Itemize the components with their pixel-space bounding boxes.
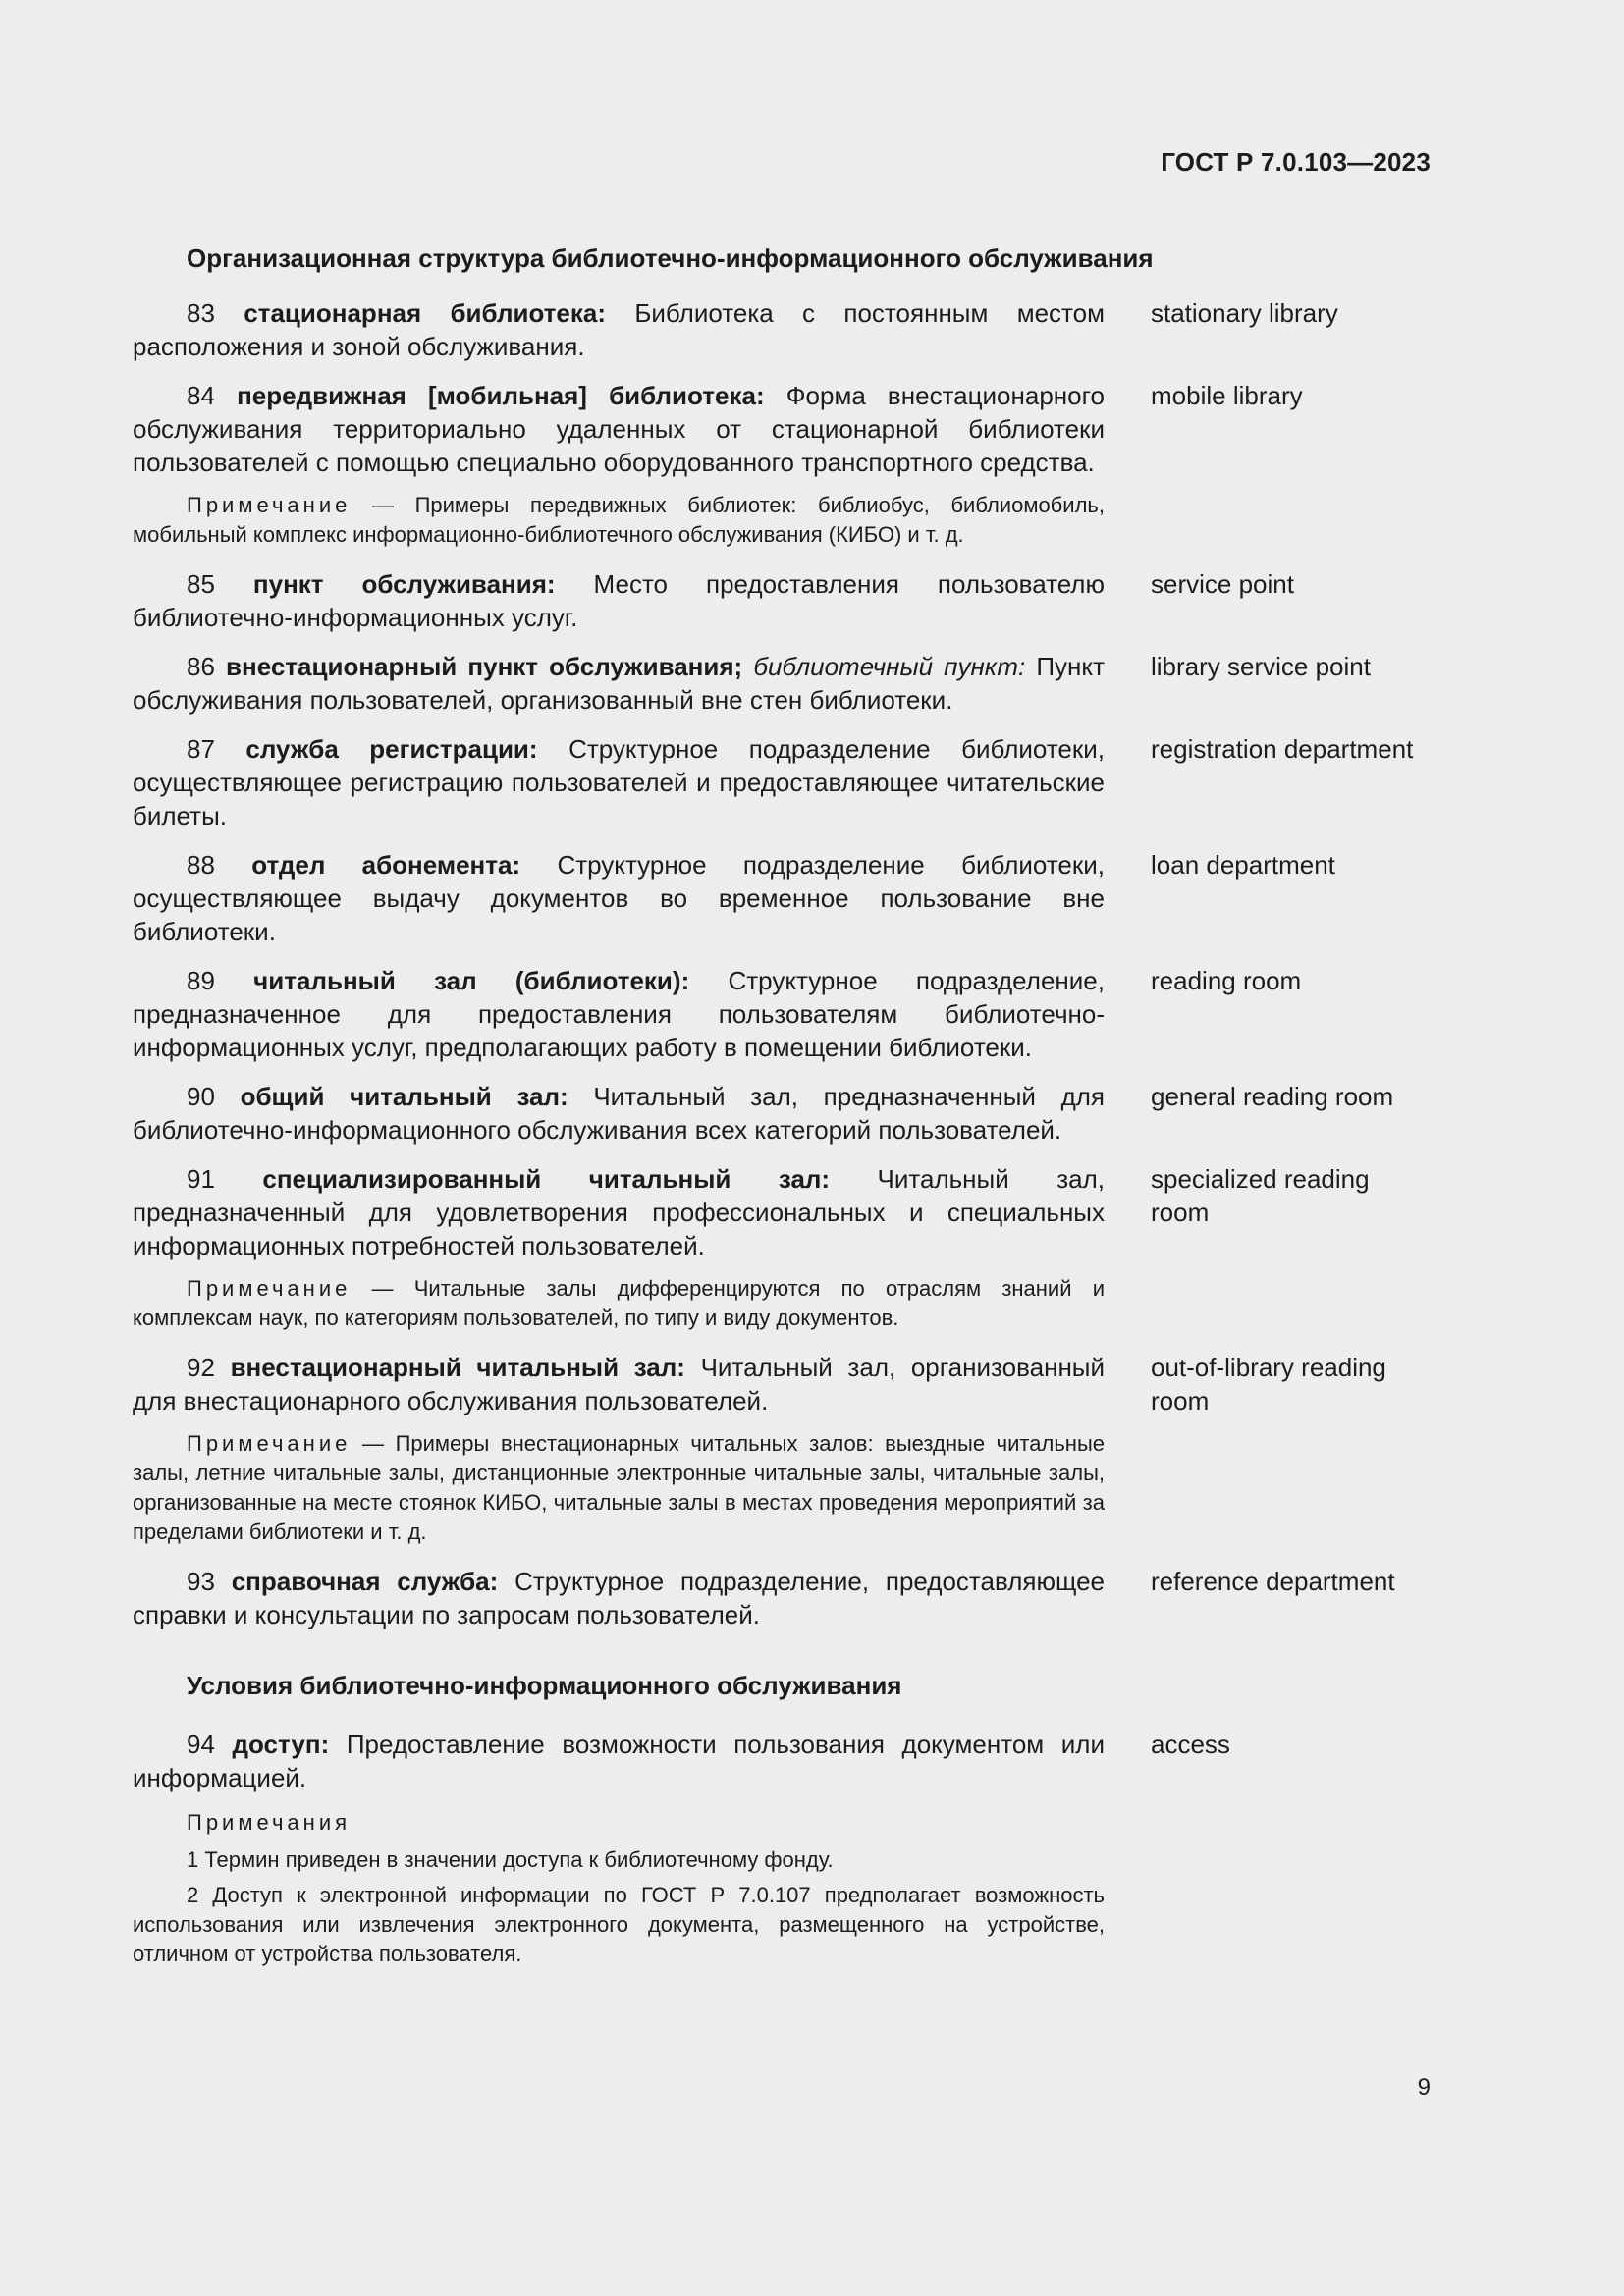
- term-entry-93: [133, 1565, 1431, 1631]
- term-definition: [133, 296, 1105, 363]
- note-text: — Читальные залы дифференцируются по отраслям знаний и комплексам наук, по категориям пользователей, по типу и виду документов.: [133, 1276, 1105, 1330]
- term-number: 83: [187, 298, 215, 328]
- term-number: 93: [187, 1567, 215, 1596]
- notes-label: Примечания: [187, 1810, 352, 1835]
- english-equivalent: reading room: [1151, 966, 1302, 995]
- term-entry-87: [133, 732, 1431, 832]
- term-number: 91: [187, 1164, 215, 1194]
- document-code: ГОСТ Р 7.0.103—2023: [1161, 147, 1431, 177]
- term: общий читальный зал:: [240, 1082, 568, 1111]
- english-equivalent: mobile library: [1151, 381, 1303, 410]
- definition-text: Библиотека с постоянным местом расположения и зоной обслуживания.: [133, 298, 1105, 361]
- term-definition: [133, 1080, 1105, 1147]
- term: стационарная библиотека:: [244, 298, 606, 328]
- term: читальный зал (библиотеки):: [253, 966, 690, 995]
- english-equivalent: loan department: [1151, 850, 1335, 880]
- term-definition: [133, 848, 1105, 948]
- definition-text: Читальный зал, организованный для внестационарного обслуживания пользователей.: [133, 1353, 1106, 1415]
- term-number: 90: [187, 1082, 215, 1111]
- definition-text: Структурное подразделение, предоставляющее справки и консультации по запросам пользователей.: [133, 1567, 1105, 1629]
- note-94-2: 2 Доступ к электронной информации по ГОСТ Р 7.0.107 предполагает возможность использования или извлечения электронного документа, размещенного на устройстве, отличном от устройства пользователя.: [133, 1883, 1105, 1966]
- note-text: — Примеры передвижных библиотек: библиобус, библиомобиль, мобильный комплекс информационно-библиотечного обслуживания (КИБО) и т. д.: [133, 493, 1105, 547]
- term-number: 84: [187, 381, 215, 410]
- section-heading: Организационная структура библиотечно-информационного обслуживания: [187, 243, 1154, 273]
- definition-text: Читальный зал, предназначенный для библиотечно-информационного обслуживания всех категорий пользователей.: [133, 1082, 1105, 1145]
- page-content: [133, 241, 1431, 1975]
- note-94-1: 1 Термин приведен в значении доступа к библиотечному фонду.: [187, 1847, 834, 1872]
- english-equivalent: registration department: [1151, 734, 1414, 764]
- english-equivalent: reference department: [1151, 1567, 1395, 1596]
- term: внестационарный читальный зал:: [230, 1353, 685, 1382]
- term-entry-89: [133, 964, 1431, 1064]
- term-entry-83: [133, 296, 1431, 363]
- english-equivalent: library service point: [1151, 652, 1371, 681]
- note-92: [133, 1429, 1105, 1547]
- definition-text: Структурное подразделение, предназначенное для предоставления пользователям библиотечно-информационных услуг, предполагающих работу в помещении библиотеки.: [133, 966, 1105, 1062]
- term-number: 92: [187, 1353, 215, 1382]
- english-equivalent: specialized reading room: [1151, 1164, 1370, 1227]
- term-entry-88: [133, 848, 1431, 948]
- note-91: [133, 1274, 1105, 1333]
- english-equivalent: general reading room: [1151, 1082, 1394, 1111]
- term-synonym: библиотечный пункт:: [753, 652, 1026, 681]
- term-definition: [133, 964, 1105, 1064]
- term-entry-84: [133, 379, 1431, 479]
- term-entry-86: [133, 650, 1431, 717]
- definition-text: Структурное подразделение библиотеки, осуществляющее регистрацию пользователей и предоставляющее читательские билеты.: [133, 734, 1105, 830]
- section-heading: Условия библиотечно-информационного обслуживания: [187, 1671, 902, 1700]
- term-number: 85: [187, 569, 215, 599]
- term: служба регистрации:: [245, 734, 538, 764]
- term-definition: [133, 1351, 1105, 1417]
- term: передвижная [мобильная] библиотека:: [237, 381, 765, 410]
- page-number: 9: [1417, 2074, 1431, 2101]
- term-definition: [133, 1162, 1105, 1262]
- term-definition: [133, 379, 1105, 479]
- term: пункт обслуживания:: [252, 569, 556, 599]
- definition-text: Структурное подразделение библиотеки, осуществляющее выдачу документов во временное пользование вне библиотеки.: [133, 850, 1105, 946]
- term-entry-94: [133, 1728, 1431, 1794]
- english-equivalent: access: [1151, 1730, 1230, 1759]
- term-definition: [133, 732, 1105, 832]
- english-equivalent: stationary library: [1151, 298, 1338, 328]
- term-definition: [133, 650, 1105, 717]
- note-label: Примечание: [187, 1431, 352, 1456]
- note-label: Примечание: [187, 493, 352, 517]
- note-text: — Примеры внестационарных читальных залов: выездные читальные залы, летние читальные залы, дистанционные электронные читальные залы, читальные залы, организованные на месте стоянок КИБО, читальные залы в местах проведения мероприятий за пределами библиотеки и т. д.: [133, 1431, 1105, 1544]
- term-entry-90: [133, 1080, 1431, 1147]
- term: доступ:: [232, 1730, 330, 1759]
- english-equivalent: service point: [1151, 569, 1294, 599]
- term: внестационарный пункт обслуживания;: [226, 652, 743, 681]
- term: специализированный читальный зал:: [262, 1164, 831, 1194]
- term: справочная служба:: [231, 1567, 499, 1596]
- definition-text: Предоставление возможности пользования документом или информацией.: [133, 1730, 1105, 1792]
- note-label: Примечание: [187, 1276, 352, 1301]
- term-entry-85: [133, 567, 1431, 634]
- definition-text: Пункт обслуживания пользователей, организованный вне стен библиотеки.: [133, 652, 1105, 715]
- term-number: 88: [187, 850, 215, 880]
- note-84: [133, 491, 1105, 550]
- term-number: 89: [187, 966, 215, 995]
- term-number: 94: [187, 1730, 215, 1759]
- term-entry-92: [133, 1351, 1431, 1417]
- definition-text: Читальный зал, предназначенный для удовлетворения профессиональных и специальных информационных потребностей пользователей.: [133, 1164, 1105, 1260]
- english-equivalent: out-of-library reading room: [1151, 1353, 1386, 1415]
- term-entry-91: [133, 1162, 1431, 1262]
- term-number: 86: [187, 652, 215, 681]
- term-definition: [133, 567, 1105, 634]
- term-definition: [133, 1565, 1105, 1631]
- term-number: 87: [187, 734, 215, 764]
- term-definition: [133, 1728, 1105, 1794]
- term: отдел абонемента:: [251, 850, 521, 880]
- definition-text: Форма внестационарного обслуживания территориально удаленных от стационарной библиотеки пользователей с помощью специально оборудованного транспортного средства.: [133, 381, 1105, 477]
- definition-text: Место предоставления пользователю библиотечно-информационных услуг.: [133, 569, 1105, 632]
